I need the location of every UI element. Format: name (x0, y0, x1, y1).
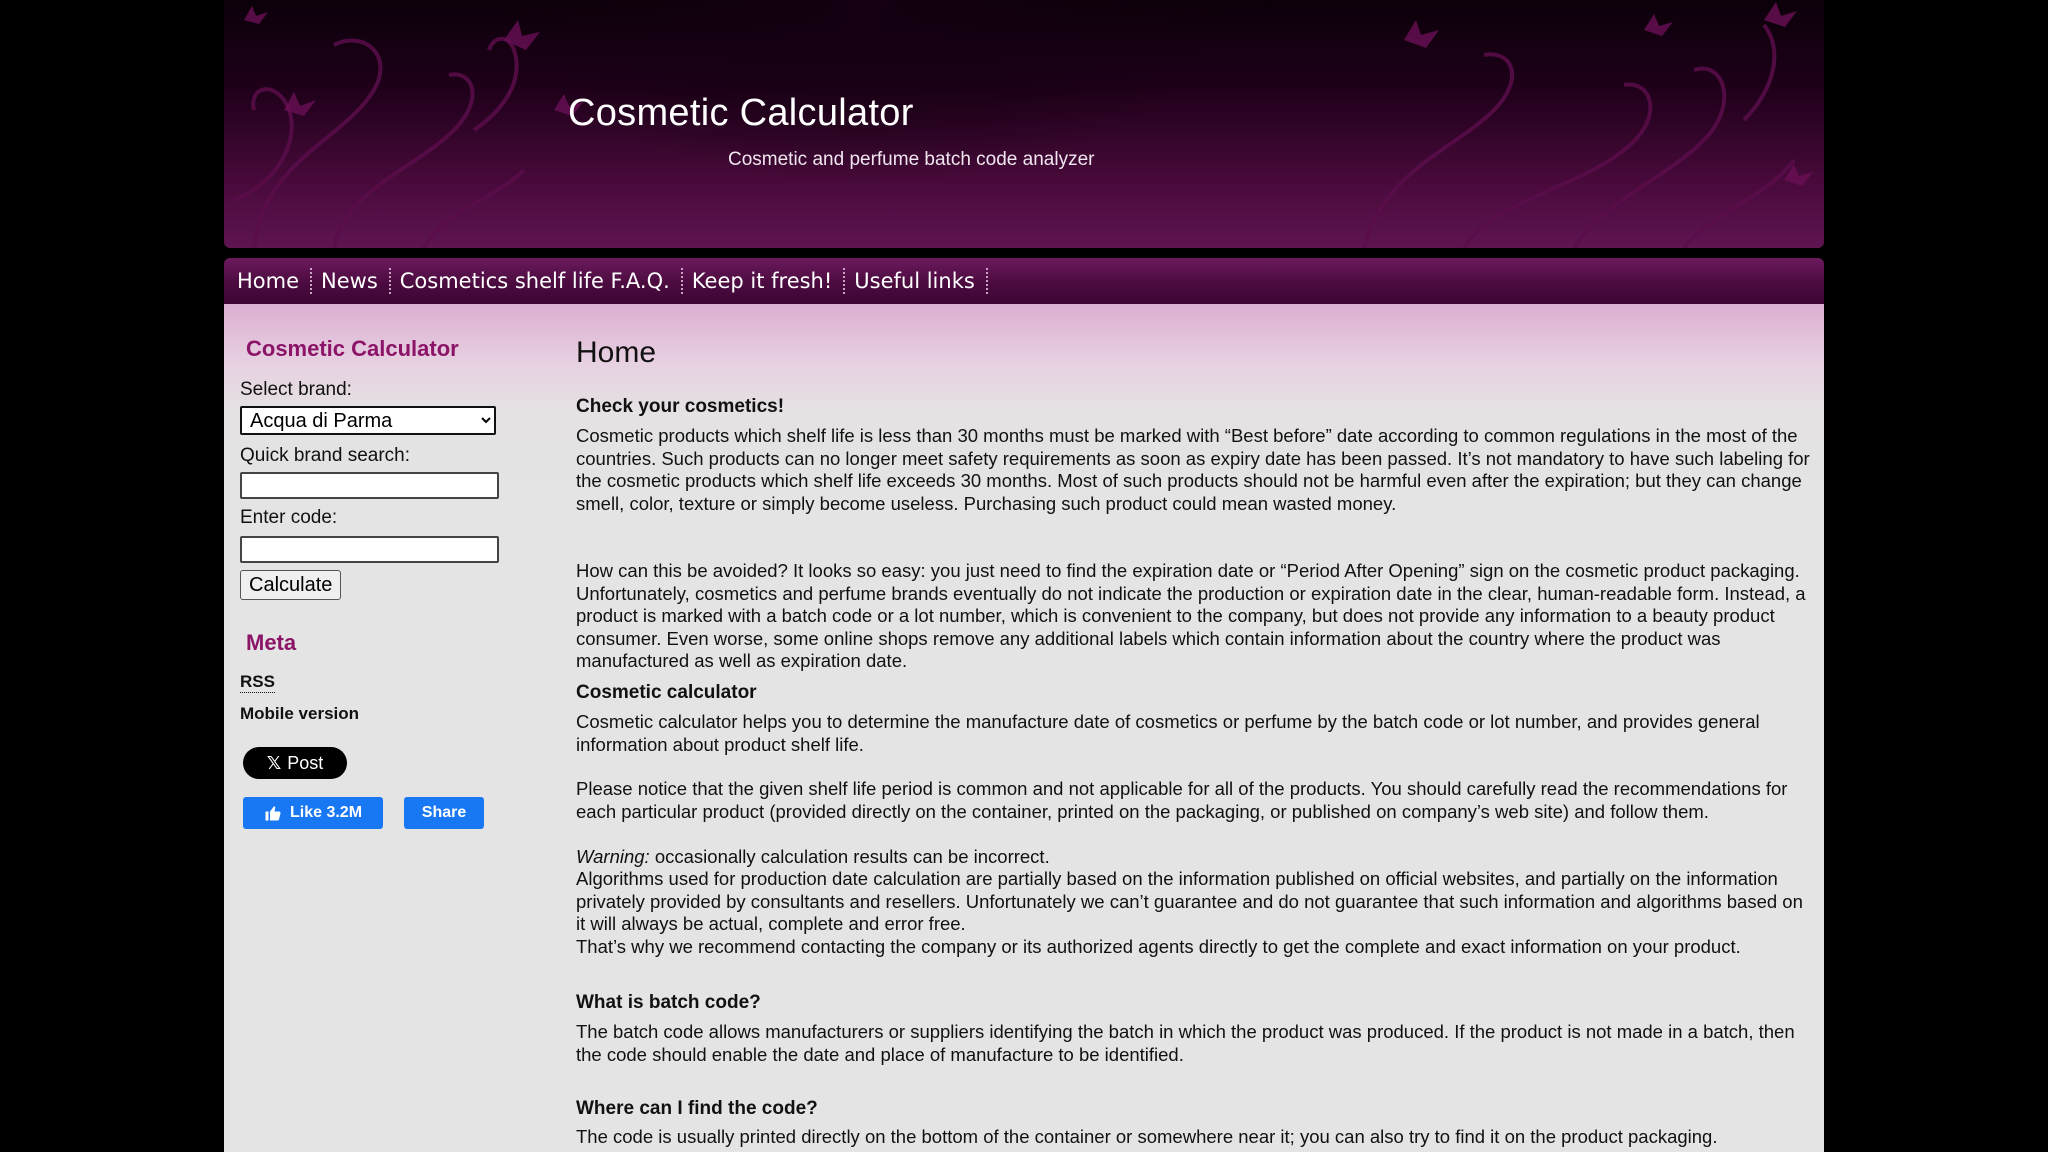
thumbs-up-icon (264, 804, 282, 822)
site-header (224, 0, 1824, 248)
x-post-button[interactable] (243, 747, 347, 779)
code-input[interactable] (240, 536, 499, 563)
warning-text: occasionally calculation results can be incorrect. (649, 846, 1050, 867)
warning-paragraph (576, 846, 1811, 869)
main-nav (224, 258, 1824, 304)
calculate-button[interactable]: Calculate (240, 570, 341, 600)
facebook-like-label: Like 3.2M (289, 804, 363, 821)
floral-decoration-right-icon (1344, 0, 1824, 248)
x-post-label: Post (287, 752, 324, 773)
facebook-like-button[interactable] (243, 797, 383, 829)
nav-item-useful-links[interactable]: Useful links (845, 268, 988, 294)
paragraph: Cosmetic products which shelf life is less than 30 months must be marked with “Best before” date according to common regulations in the most of the countries. Such products can no longer meet safety requirements as soon as expiry date has been passed. It’s not mandatory to have such labeling for the cosmetic products which shelf life exceeds 30 months. Most of such products should not be harmful even after the expiration; but they can change smell, color, texture or simply become useless. Purchasing such product could mean wasted money. (576, 425, 1810, 514)
page-title: Home (576, 336, 657, 369)
calculator-widget-title: Cosmetic Calculator (246, 336, 459, 361)
nav-item-faq[interactable]: Cosmetics shelf life F.A.Q. (391, 268, 683, 294)
section-title-find-code: Where can I find the code? (576, 1098, 818, 1119)
section-title-batch-code: What is batch code? (576, 992, 761, 1013)
paragraph: Cosmetic calculator helps you to determine the manufacture date of cosmetics or perfume by the batch code or lot number, and provides general information about product shelf life. (576, 711, 1760, 755)
select-brand-label: Select brand: (240, 379, 352, 400)
site-tagline: Cosmetic and perfume batch code analyzer (728, 149, 1095, 170)
paragraph: How can this be avoided? It looks so easy: you just need to find the expiration date or “Period After Opening” sign on the cosmetic product packaging. Unfortunately, cosmetics and perfume brands eventually do not indicate the production or expiration date in the clear, human-readable form. Instead, a product is marked with a batch code or a lot number, which is convenient to the company, but does not provide any information to a beauty product consumer. Even worse, some online shops remove any additional labels which contain information about the country where the product was manufactured as well as expiration date. (576, 560, 1806, 671)
paragraph: The code is usually printed directly on the bottom of the container or somewhere near it; you can also try to find it on the product packaging. (576, 1126, 1718, 1147)
enter-code-label: Enter code: (240, 507, 338, 528)
mobile-version-link[interactable]: Mobile version (240, 704, 360, 723)
paragraph: That’s why we recommend contacting the company or its authorized agents directly to get the complete and exact information on your product. (576, 936, 1741, 957)
nav-item-keep-it-fresh[interactable]: Keep it fresh! (683, 268, 845, 294)
quick-brand-search-input[interactable] (240, 472, 499, 499)
nav-item-home[interactable]: Home (228, 268, 312, 294)
paragraph: Algorithms used for production date calculation are partially based on the information published on official websites, and partially on the information privately provided by consultants and resellers. Unfortunately we can’t guarantee and do not guarantee that such information and algorithms based on it will always be actual, complete and error free. (576, 868, 1803, 934)
facebook-share-button[interactable]: Share (404, 797, 484, 829)
brand-select[interactable] (240, 406, 496, 435)
quick-search-label: Quick brand search: (240, 445, 411, 466)
meta-widget-title: Meta (246, 630, 297, 655)
section-title-cosmetic-calculator: Cosmetic calculator (576, 682, 757, 703)
content-area (224, 304, 1824, 1152)
warning-label: Warning: (576, 846, 650, 867)
section-title-check-cosmetics: Check your cosmetics! (576, 396, 785, 417)
rss-link[interactable]: RSS (240, 672, 275, 691)
paragraph: The batch code allows manufacturers or suppliers identifying the batch in which the product was produced. If the product is not made in a batch, then the code should enable the date and place of manufacture to be identified. (576, 1021, 1795, 1065)
nav-item-news[interactable]: News (312, 268, 391, 294)
x-logo-icon: 𝕏 (266, 752, 282, 773)
site-title[interactable]: Cosmetic Calculator (568, 92, 914, 134)
page (224, 0, 1824, 1152)
paragraph: Please notice that the given shelf life period is common and not applicable for all of the products. You should carefully read the recommendations for each particular product (provided directly on the container, printed on the packaging, or published on company’s web site) and follow them. (576, 778, 1788, 822)
